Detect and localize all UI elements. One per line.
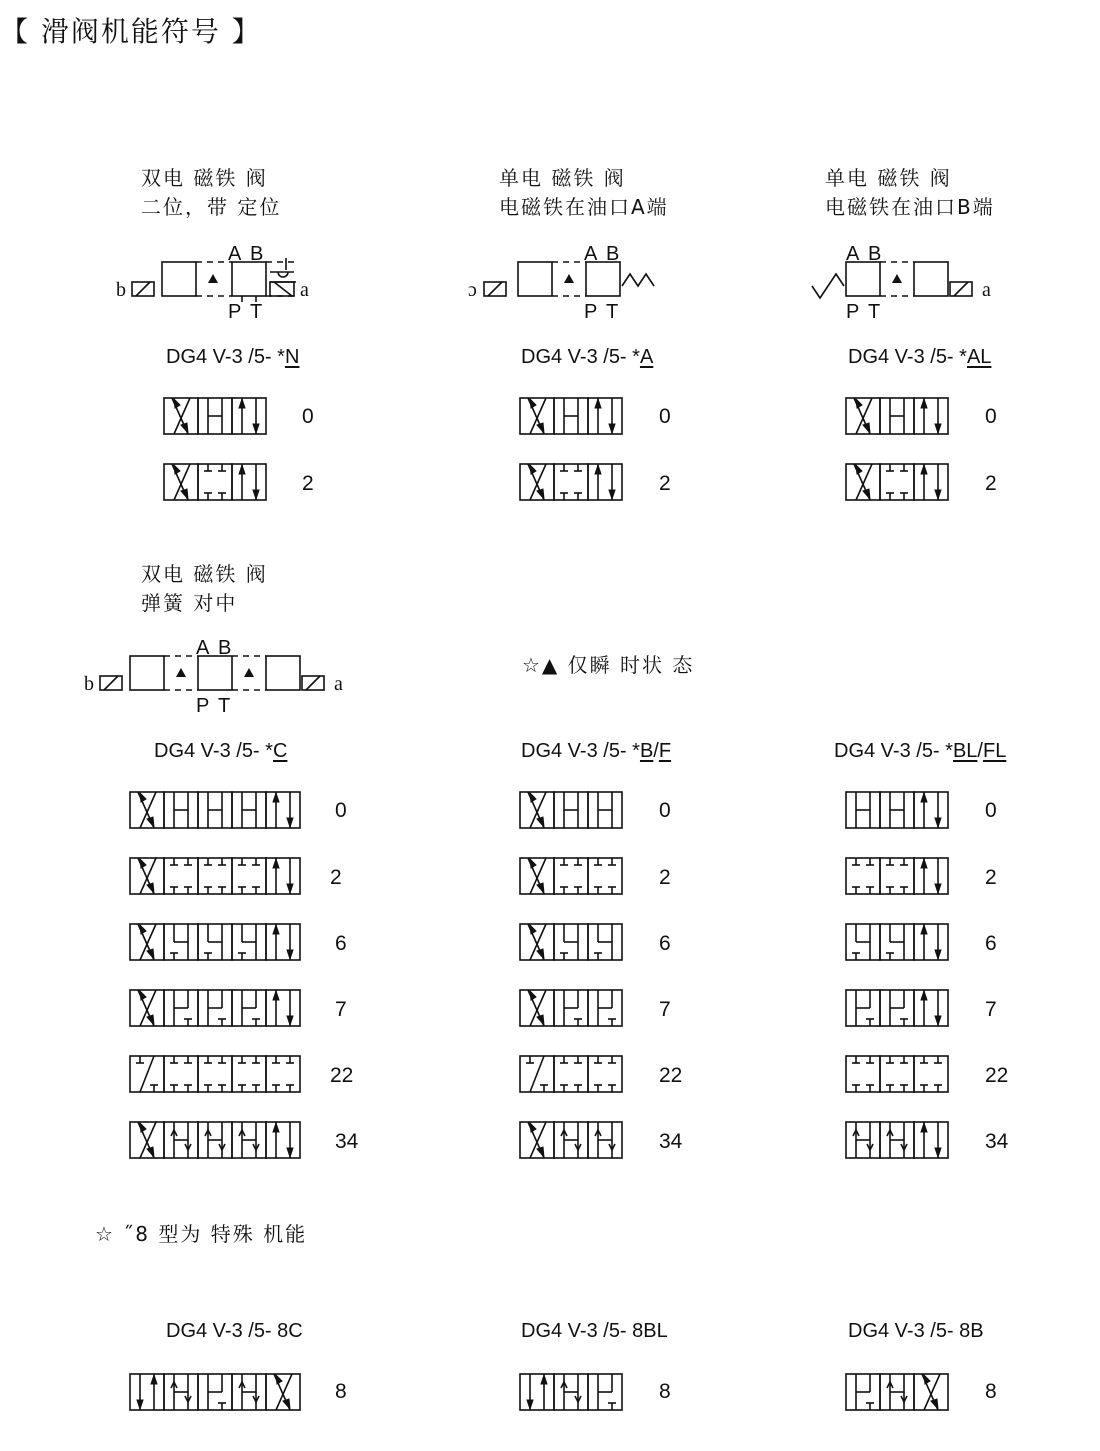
model-label-a: DG4 V-3 /5- *A xyxy=(521,346,654,368)
star-mark: * xyxy=(959,346,967,368)
port-label-t: T xyxy=(218,695,231,717)
group4-line1: 双电 磁铁 阀 xyxy=(141,562,268,586)
model-label-8c: DG4 V-3 /5- 8C xyxy=(166,1320,303,1342)
code-label: 0 xyxy=(659,405,671,428)
code-label: 2 xyxy=(985,866,997,889)
star-mark: * xyxy=(265,740,273,762)
group2-line2: 电磁铁在油口A端 xyxy=(499,195,669,219)
port-label-a: A xyxy=(196,637,210,659)
valve-cell-box xyxy=(914,1374,948,1410)
port-label-b: B xyxy=(606,243,620,265)
port-label-a: A xyxy=(584,243,598,265)
arrow-head-icon xyxy=(283,1399,290,1409)
code-label: 8 xyxy=(985,1380,997,1403)
code-label: 2 xyxy=(659,472,671,495)
valve-cell-box xyxy=(130,1374,164,1410)
port-label-b: B xyxy=(250,243,264,265)
code-label: 22 xyxy=(659,1064,683,1087)
code-label: 0 xyxy=(659,799,671,822)
arrow-head-icon xyxy=(541,1375,547,1384)
transient-note: ☆▲ 仅瞬 时状 态 xyxy=(522,653,695,677)
model-suffix-a: A xyxy=(639,346,654,368)
port-label-p: P xyxy=(846,301,860,323)
group3-line2: 电磁铁在油口B端 xyxy=(825,195,995,219)
valve-cell-box xyxy=(520,1374,554,1410)
group2-line1: 单电 磁铁 阀 xyxy=(499,166,626,190)
code-label: 34 xyxy=(985,1130,1009,1153)
port-label-t: T xyxy=(606,301,619,323)
code-label: 6 xyxy=(659,932,671,955)
port-label-a: A xyxy=(846,243,860,265)
group1-line2: 二位，带 定位 xyxy=(141,195,282,219)
code-label: 8 xyxy=(335,1380,347,1403)
group3-line1: 单电 磁铁 阀 xyxy=(825,166,952,190)
code-label: 0 xyxy=(335,799,347,822)
code-label: 7 xyxy=(335,998,347,1021)
solenoid-label-a: a xyxy=(982,279,991,301)
port-label-p: P xyxy=(196,695,210,717)
port-label-a: A xyxy=(228,243,242,265)
code-label: 2 xyxy=(985,472,997,495)
code-label: 22 xyxy=(330,1064,354,1087)
code-label: 7 xyxy=(985,998,997,1021)
port-label-b: B xyxy=(868,243,882,265)
code-label: 2 xyxy=(659,866,671,889)
arrow-head-icon xyxy=(276,1375,282,1384)
model-label-8bl: DG4 V-3 /5- 8BL xyxy=(521,1320,668,1342)
port-label-p: P xyxy=(584,301,598,323)
code-label: 0 xyxy=(985,799,997,822)
page-title: 【 滑阀机能符号 】 xyxy=(0,15,262,48)
model-label-bl-fl: DG4 V-3 /5- *BL/FL xyxy=(834,740,1007,762)
star-mark: * xyxy=(945,740,953,762)
code-label: 34 xyxy=(335,1130,359,1153)
model-label-al: DG4 V-3 /5- *AL xyxy=(848,346,992,368)
solenoid-label-b: ɔ xyxy=(468,279,477,301)
code-label: 6 xyxy=(985,932,997,955)
model-suffix-n: N xyxy=(284,346,300,368)
group4-line2: 弹簧 对中 xyxy=(141,591,238,615)
port-label-t: T xyxy=(868,301,881,323)
solenoid-label-a: a xyxy=(334,673,343,695)
special-function-note: ☆ ˝8 型为 特殊 机能 xyxy=(95,1222,308,1246)
port-label-p: P xyxy=(228,301,242,323)
code-label: 2 xyxy=(302,472,314,495)
code-label: 0 xyxy=(985,405,997,428)
code-label: 8 xyxy=(659,1380,671,1403)
solenoid-label-a: a xyxy=(300,279,309,301)
arrow-head-icon xyxy=(151,1375,157,1384)
arrow-head-icon xyxy=(527,1400,533,1409)
solenoid-label-b: b xyxy=(84,673,94,695)
arrow-head-icon xyxy=(924,1375,930,1384)
code-label: 34 xyxy=(659,1130,683,1153)
model-label-n: DG4 V-3 /5- *N xyxy=(166,346,300,368)
arrow-head-icon xyxy=(137,1400,143,1409)
port-label-b: B xyxy=(218,637,232,659)
solenoid-label-b: b xyxy=(116,279,126,301)
model-label-8b: DG4 V-3 /5- 8B xyxy=(848,1320,984,1342)
model-label-b-f: DG4 V-3 /5- *B/F xyxy=(521,740,672,762)
model-label-c: DG4 V-3 /5- *C xyxy=(154,740,288,762)
model-suffix-al: AL xyxy=(966,346,992,368)
code-label: 22 xyxy=(985,1064,1009,1087)
star-mark: * xyxy=(632,740,640,762)
code-label: 0 xyxy=(302,405,314,428)
code-label: 2 xyxy=(330,866,342,889)
group1-line1: 双电 磁铁 阀 xyxy=(141,166,268,190)
port-label-t: T xyxy=(250,301,263,323)
code-label: 7 xyxy=(659,998,671,1021)
valve-cell-box xyxy=(266,1374,300,1410)
star-mark: * xyxy=(277,346,285,368)
arrow-head-icon xyxy=(931,1399,938,1409)
code-label: 6 xyxy=(335,932,347,955)
star-mark: * xyxy=(632,346,640,368)
